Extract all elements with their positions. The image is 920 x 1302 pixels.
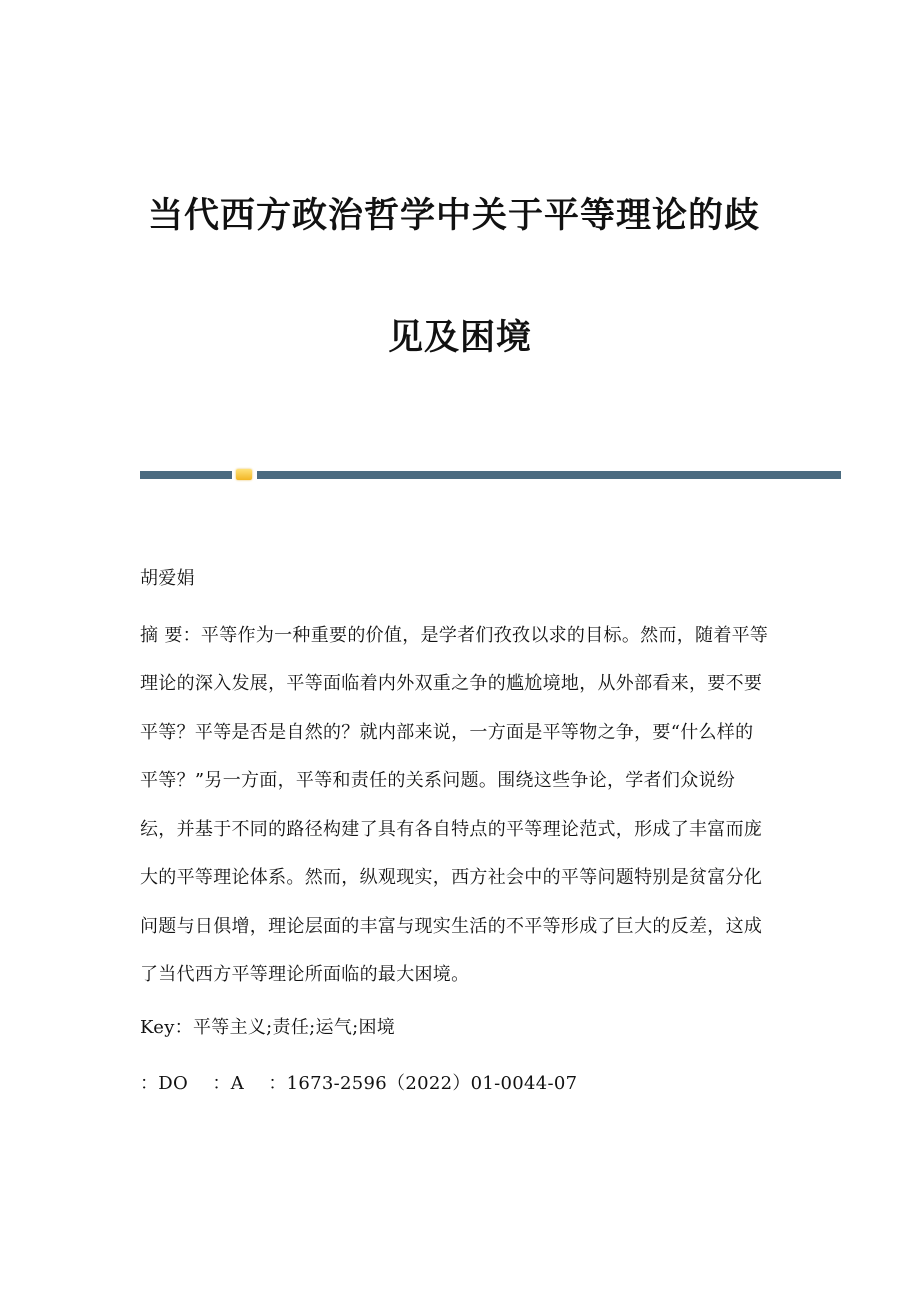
divider-right bbox=[257, 471, 841, 479]
abstract-line: 摘 要：平等作为一种重要的价值，是学者们孜孜以求的目标。然而，随着平等 bbox=[140, 625, 769, 646]
document-meta: ：DO ：A ：1673-2596（2022）01-0044-07 bbox=[140, 1073, 578, 1094]
title-line-2: 见及困境 bbox=[387, 318, 532, 358]
divider-ornament-icon bbox=[236, 469, 252, 480]
abstract-line: 了当代西方平等理论所面临的最大困境。 bbox=[140, 964, 470, 985]
abstract-line: 理论的深入发展，平等面临着内外双重之争的尴尬境地，从外部看来，要不要 bbox=[140, 673, 763, 694]
title-line-1: 当代西方政治哲学中关于平等理论的歧 bbox=[147, 196, 760, 236]
abstract-line: 平等？平等是否是自然的？就内部来说，一方面是平等物之争，要“什么样的 bbox=[140, 722, 754, 743]
abstract-line: 问题与日俱增，理论层面的丰富与现实生活的不平等形成了巨大的反差，这成 bbox=[140, 916, 763, 937]
divider-left bbox=[140, 471, 232, 479]
abstract-line: 大的平等理论体系。然而，纵观现实，西方社会中的平等问题特别是贫富分化 bbox=[140, 867, 763, 888]
abstract-line: 纭，并基于不同的路径构建了具有各自特点的平等理论范式，形成了丰富而庞 bbox=[140, 819, 763, 840]
author: 胡爱娟 bbox=[140, 568, 195, 589]
abstract-line: 平等？”另一方面，平等和责任的关系问题。围绕这些争论，学者们众说纷 bbox=[140, 770, 736, 791]
keywords: Key：平等主义;责任;运气;困境 bbox=[140, 1017, 396, 1038]
